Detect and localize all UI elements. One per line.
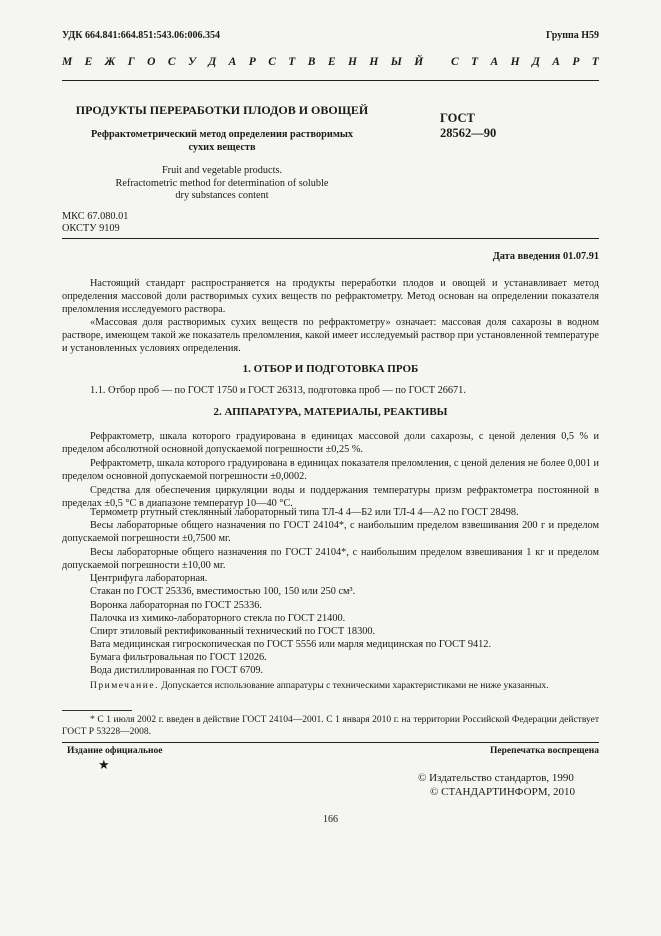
top-rule: [62, 80, 599, 81]
banner-letter: А: [490, 56, 499, 68]
banner-letter: Р: [572, 56, 580, 68]
english-line: Refractometric method for determination of soluble: [115, 177, 329, 189]
reprint-prohibited-label: Перепечатка воспрещена: [489, 746, 599, 756]
banner-letter: Н: [510, 56, 520, 68]
banner-letter: Д: [531, 56, 540, 68]
equipment-line: Спирт этиловый ректификованный технический по ГОСТ 18300.: [90, 626, 376, 637]
header-rule: [62, 238, 599, 239]
star-icon: ★: [98, 757, 110, 772]
banner-letter: Т: [471, 56, 479, 68]
banner-letter: С: [167, 56, 176, 68]
banner-letter: Т: [288, 56, 296, 68]
equipment-line: Палочка из химико-лабораторного стекла по ГОСТ 21400.: [90, 613, 346, 624]
gost-number: 28562—90: [440, 126, 497, 140]
equipment-paragraph: Средства для обеспечения циркуляции воды и поддержания температуры призм рефрактометра постоянной в пределах ±0,5 °С в диапазоне температур 10—40 °С.: [62, 485, 599, 510]
banner-letter: Ы: [390, 56, 402, 68]
copyright-line: © Издательство стандартов, 1990: [418, 772, 574, 784]
banner-letter: Р: [248, 56, 256, 68]
equipment-line: Бумага фильтровальная по ГОСТ 12026.: [90, 652, 267, 663]
footer-rule: [62, 742, 599, 743]
effective-date: [493, 251, 599, 262]
footnote: * С 1 июля 2002 г. введен в действие ГОСТ 24104—2001. С 1 января 2010 г. на территории Российской Федерации действует ГОСТ Р 53228—2008.: [62, 715, 599, 737]
banner-letter: Т: [591, 56, 599, 68]
english-line: dry substances content: [175, 190, 269, 201]
date-label: Дата введения: [492, 251, 561, 262]
banner-letter: М: [62, 56, 73, 68]
document-title: ПРОДУКТЫ ПЕРЕРАБОТКИ ПЛОДОВ И ОВОЩЕЙ: [75, 103, 369, 117]
section-1-text: 1.1. Отбор проб — по ГОСТ 1750 и ГОСТ 26313, подготовка проб — по ГОСТ 26671.: [90, 385, 466, 396]
section-1-heading: 1. ОТБОР И ПОДГОТОВКА ПРОБ: [242, 363, 419, 375]
equipment-paragraph: Весы лабораторные общего назначения по ГОСТ 24104*, с наибольшим пределом взвешивания 1 кг и пределом допускаемой погрешности ±10,00 мг.: [62, 547, 599, 572]
note: [62, 680, 599, 692]
banner-letter: Г: [127, 56, 135, 68]
equipment-paragraph: Термометр ртутный стеклянный лабораторный типа ТЛ-4 4—Б2 или ТЛ-4 4—А2 по ГОСТ 28498.: [90, 507, 519, 518]
document-subtitle: [62, 128, 382, 154]
equipment-line: Воронка лабораторная по ГОСТ 25336.: [90, 600, 262, 611]
banner-letter: Е: [327, 56, 336, 68]
intro-paragraph: Настоящий стандарт распространяется на продукты переработки плодов и овощей и устанавливает метод определения массовой доли растворимых сухих веществ по рефрактометру. Метод основан на определении показателя преломления исследуемого раствора.: [62, 278, 599, 316]
note-text: Допускается использование аппаратуры с техническими характеристиками не ниже указанных.: [158, 681, 549, 691]
mks-code: МКС 67.080.01: [62, 211, 129, 222]
group-code: Группа Н59: [546, 30, 599, 41]
official-edition-label: Издание официальное: [67, 746, 163, 756]
banner-letter: В: [307, 56, 316, 68]
banner-letter: У: [187, 56, 196, 68]
footnote-rule: [62, 710, 132, 711]
classification-codes: [62, 211, 128, 234]
equipment-line: Стакан по ГОСТ 25336, вместимостью 100, 150 или 250 см³.: [90, 586, 356, 597]
note-label: Примечание.: [90, 681, 159, 691]
equipment-line: Вата медицинская гигроскопическая по ГОСТ 5556 или марля медицинская по ГОСТ 9412.: [90, 639, 492, 650]
subtitle-line: сухих веществ: [188, 142, 256, 153]
equipment-line: Центрифуга лабораторная.: [90, 573, 208, 584]
equipment-paragraph: Рефрактометр, шкала которого градуирована в единицах показателя преломления, с ценой деления не более 0,001 и пределом основной допускаемой погрешности ±0,0002.: [62, 458, 599, 483]
gost-designation: [440, 111, 496, 141]
intro-definition: «Массовая доля растворимых сухих веществ по рефрактометру» означает: массовая доля сахарозы в водном растворе, имеющем такой же показатель преломления, какой имеет исследуемый раствор при установленной температуре и установленных условиях определения.: [62, 317, 599, 355]
banner-letter: С: [450, 56, 459, 68]
banner-letter: С: [268, 56, 276, 68]
banner-letter: Е: [84, 56, 93, 68]
banner-letter: Д: [208, 56, 217, 68]
english-line: Fruit and vegetable products.: [161, 165, 283, 176]
page-number: 166: [323, 814, 338, 825]
equipment-paragraph: Рефрактометр, шкала которого градуирована в единицах массовой доли сахарозы, с ценой деления 0,5 % и пределом абсолютной основной допускаемой погрешности ±0,25 %.: [62, 431, 599, 456]
udk-code: УДК 664.841:664.851:543.06:006.354: [62, 30, 220, 41]
subtitle-line: Рефрактометрический метод определения растворимых: [90, 129, 354, 140]
banner-letter: Ж: [104, 56, 116, 68]
copyright-line: © СТАНДАРТИНФОРМ, 2010: [430, 786, 575, 798]
banner-letter: Н: [369, 56, 379, 68]
banner-letter: А: [228, 56, 237, 68]
english-title: [62, 165, 382, 203]
okstu-code: ОКСТУ 9109: [62, 222, 120, 234]
banner-letter: Й: [414, 56, 424, 68]
banner-letter: Н: [347, 56, 357, 68]
standard-banner: [62, 56, 599, 68]
banner-letter: А: [552, 56, 560, 68]
section-2-heading: 2. АППАРАТУРА, МАТЕРИАЛЫ, РЕАКТИВЫ: [213, 406, 448, 418]
date-value: 01.07.91: [562, 251, 599, 262]
equipment-line: Вода дистиллированная по ГОСТ 6709.: [90, 665, 264, 676]
banner-letter: О: [147, 56, 156, 68]
equipment-paragraph: Весы лабораторные общего назначения по ГОСТ 24104*, с наибольшим пределом взвешивания 200 г и пределом допускаемой погрешности ±0,7500 мг.: [62, 520, 599, 545]
banner-gap: [436, 56, 439, 68]
gost-label: ГОСТ: [440, 111, 475, 125]
